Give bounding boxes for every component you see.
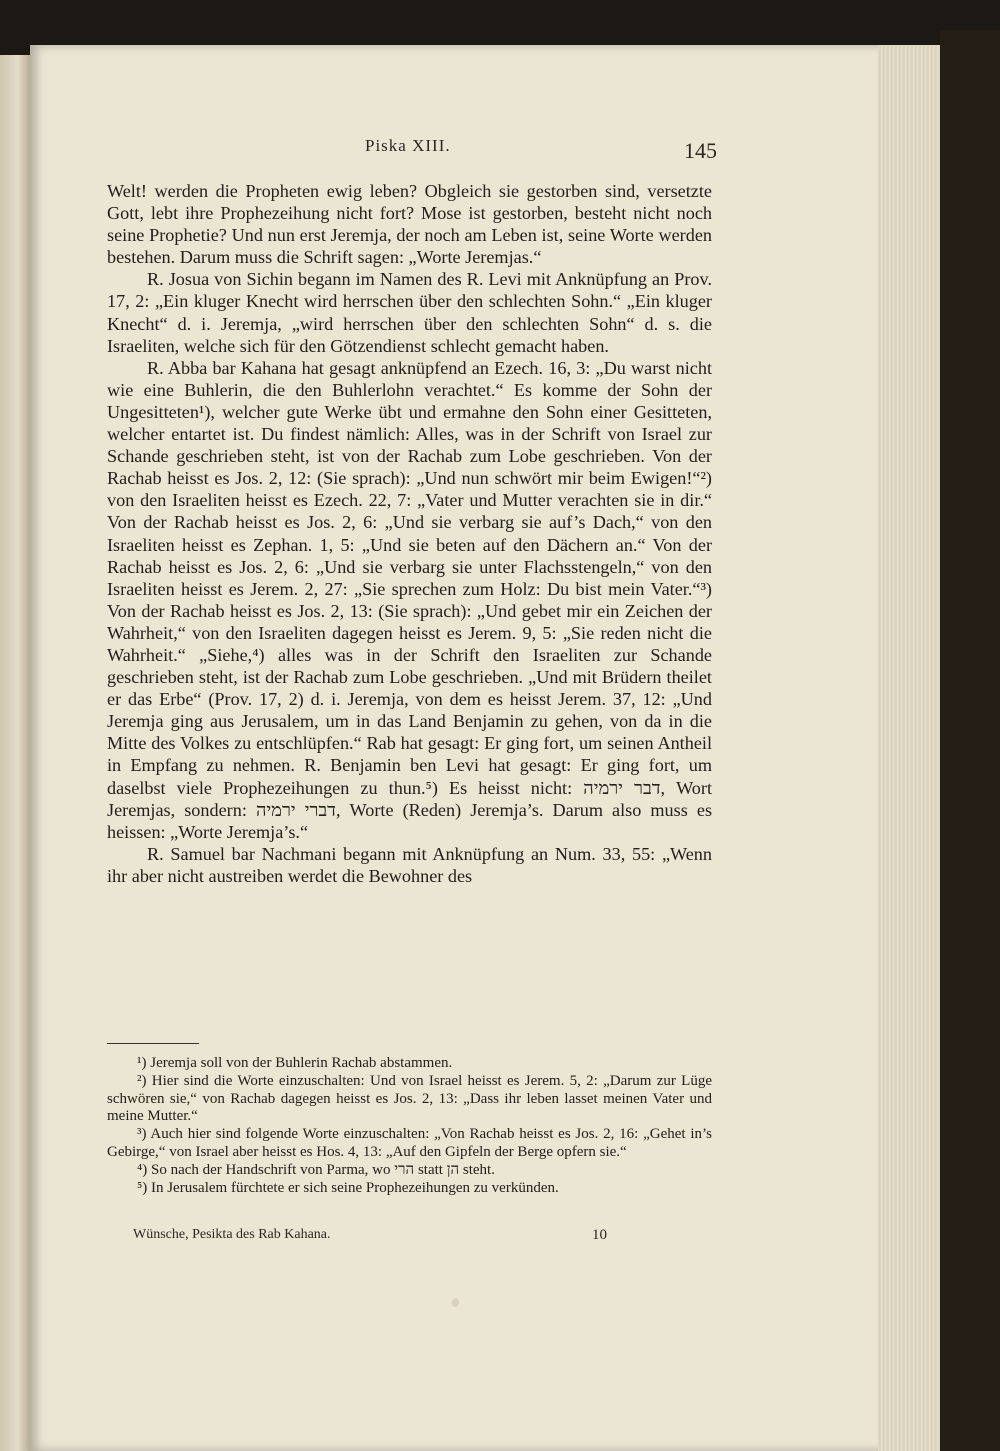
footnote: ⁵) In Jerusalem fürchtete er sich seine Prophezeihungen zu verkünden. xyxy=(137,1179,559,1196)
footnote: ¹) Jeremja soll von der Buhlerin Rachab abstammen. xyxy=(137,1055,453,1071)
printer-signature: Wünsche, Pesikta des Rab Kahana. xyxy=(133,1227,331,1242)
paragraph: R. Abba bar Kahana hat gesagt anknüpfend an Ezech. 16, 3: „Du warst nicht wie eine Buhlerin, die den Buhlerlohn verachtet.“ Es komme der Sohn der Ungesitteten¹), welcher gute Werke übt und ermahne den Sohn einer Gesitteten, welcher entartet ist. Du findest nämlich: Alles, was in der Schrift von Israel zur Schande geschrieben steht, ist von der Rachab zum Lobe geschrieben. Von der Rachab heisst es Jos. 2, 12: (Sie sprach): „Und nun schwört mir beim Ewigen!“²) von den Israeliten heisst es Ezech. 22, 7: „Vater und Mutter verachten sie in dir.“ Von der Rachab heisst es Jos. 2, 6: „Und sie verbarg sie auf’s Dach,“ von den Israeliten heisst es Zephan. 1, 5: „Und sie beten auf den Dächern an.“ Von der Rachab heisst es Jos. 2, 6: „Und sie verbarg sie unter Flachsstengeln,“ von den Israeliten heisst es Jerem. 2, 27: „Sie sprechen zum Holz: Du bist mein Vater.“³) Von der Rachab heisst es Jos. 2, 13: (Sie sprach): „Und gebet mir ein Zeichen der Wahrheit,“ von den Israeliten dagegen heisst es Jerem. 9, 5: „Sie reden nicht die Wahrheit.“ „Siehe,⁴) alles was in der Schrift den Israeliten zur Schande geschrieben steht, ist der Rachab zum Lobe geschrieben. „Und mit Brüdern theilet er das Erbe“ (Prov. 17, 2) d. i. Jeremja, von dem es heisst Jerem. 37, 12: „Und Jeremja ging aus Jerusalem, um in das Land Benjamin zu gehen, von da in die Mitte des Volkes zu entschlüpfen.“ Rab hat gesagt: Er ging fort, um seinen Antheil in Empfang zu nehmen. R. Benjamin ben Levi hat gesagt: Er ging fort, um daselbst viele Prophezeihungen zu thun.⁵) Es heisst nicht: דבר ירמיה, Wort Jeremjas, sondern: דברי ירמיה, Worte (Reden) Jeremja’s. Darum also muss es heissen: „Worte Jeremja’s.“ xyxy=(107,357,713,842)
paragraph: Welt! werden die Propheten ewig leben? Obgleich sie gestorben sind, versetzte Gott, lebt ihre Prophezeihung nicht fort? Mose ist gestorben, besteht nicht noch seine Prophetie? Und nun erst Jeremja, der noch am Leben ist, seine Worte werden bestehen. Darum muss die Schrift sagen: „Worte Jeremjas.“ xyxy=(107,181,712,268)
page-edges xyxy=(878,45,940,1451)
footnote-rule xyxy=(107,1043,199,1044)
sheet-number: 10 xyxy=(592,1227,607,1243)
footnotes xyxy=(107,1055,712,1197)
paragraph: R. Josua von Sichin begann im Namen des R. Levi mit Anknüpfung an Prov. 17, 2: „Ein kluger Knecht wird herrschen über den schlechten Sohn.“ „Ein kluger Knecht“ d. i. Jeremja, „wird herrschen über den schlechten Sohn“ d. s. die Israeliten, welche sich für den Götzendienst schlecht gemacht haben. xyxy=(107,269,712,356)
paragraph: R. Samuel bar Nachmani begann mit Anknüpfung an Num. 33, 55: „Wenn ihr aber nicht austreiben werdet die Bewohner des xyxy=(107,843,712,886)
running-header: Piska XIII. xyxy=(365,136,451,155)
page-number: 145 xyxy=(684,138,717,163)
left-page-edge xyxy=(0,55,30,1451)
footnote: ²) Hier sind die Worte einzuschalten: Und von Israel heisst es Jerem. 5, 2: „Darum zur Lüge schwören sie,“ von Rachab dagegen heisst es Jos. 2, 13: „Dass ihr leben lasset meinen Vater und meine Mutter.“ xyxy=(107,1072,712,1125)
footnote: ³) Auch hier sind folgende Worte einzuschalten: „Von Rachab heisst es Jos. 2, 16: „Gehet in’s Gebirge,“ von Israel aber heisst es Hos. 4, 13: „Auf den Gipfeln der Berge opfern sie.“ xyxy=(107,1126,712,1160)
book-cover xyxy=(940,30,1000,1451)
body-text xyxy=(107,180,712,887)
paper-blemish xyxy=(452,1298,459,1307)
footnote: ⁴) So nach der Handschrift von Parma, wo הרי statt הן steht. xyxy=(137,1161,495,1178)
